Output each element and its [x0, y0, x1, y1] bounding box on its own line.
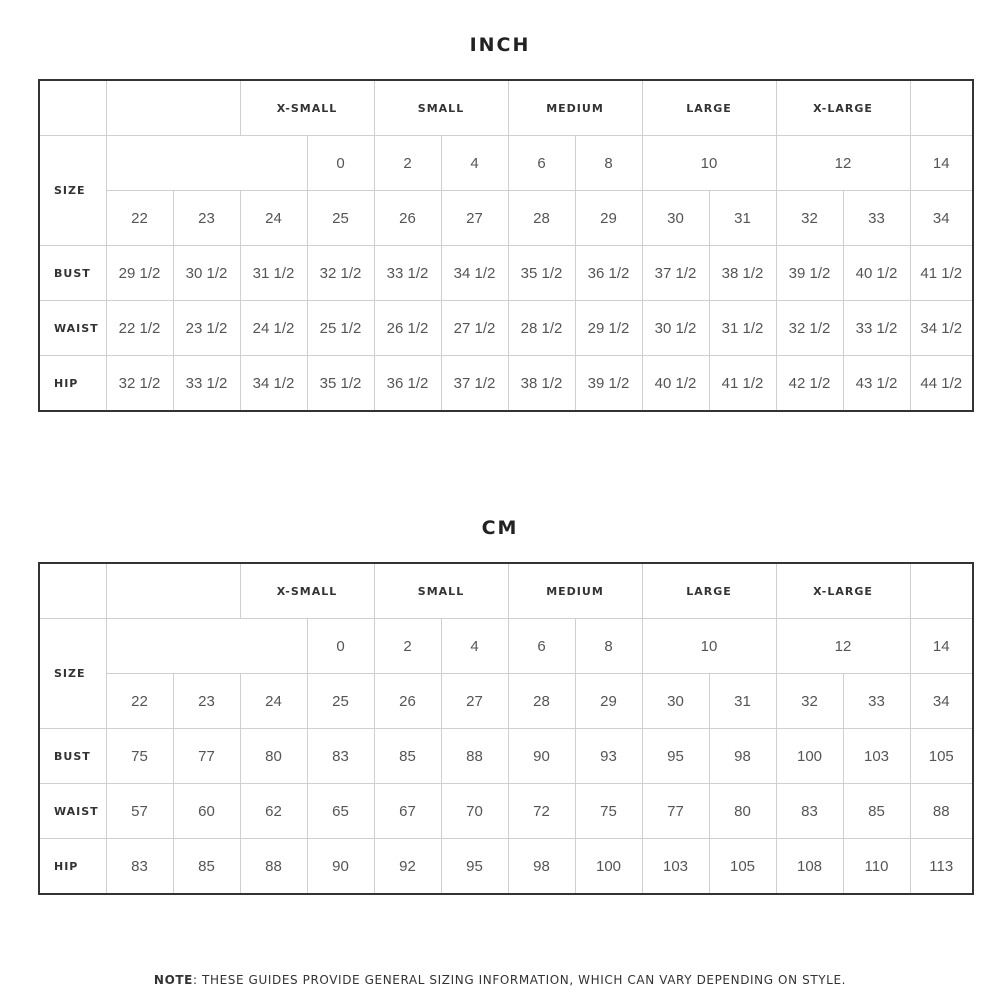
measurement-value: 29 1/2	[106, 246, 173, 301]
numeric-size-cell: 30	[642, 674, 709, 729]
measurement-value: 37 1/2	[441, 356, 508, 412]
measurement-value: 90	[307, 839, 374, 895]
size-group-header: X-LARGE	[776, 80, 910, 136]
measurement-label: HIP	[39, 839, 106, 895]
measurement-value: 31 1/2	[240, 246, 307, 301]
measurement-value: 60	[173, 784, 240, 839]
numeric-size-cell: 34	[910, 191, 973, 246]
numeric-size-row	[39, 674, 973, 729]
measurement-value: 105	[910, 729, 973, 784]
measurement-value: 72	[508, 784, 575, 839]
numeric-size-cell: 22	[106, 191, 173, 246]
us-size-cell: 4	[441, 619, 508, 674]
measurement-value: 77	[173, 729, 240, 784]
measurement-value: 41 1/2	[910, 246, 973, 301]
measurement-value: 75	[106, 729, 173, 784]
us-size-cell: 12	[776, 136, 910, 191]
measurement-value: 32 1/2	[106, 356, 173, 412]
measurement-row	[39, 356, 973, 412]
blank-group-cell	[106, 563, 240, 619]
blank-group-cell	[910, 80, 973, 136]
numeric-size-cell: 27	[441, 191, 508, 246]
inch-section-title: INCH	[469, 34, 531, 56]
numeric-size-cell: 32	[776, 674, 843, 729]
measurement-value: 108	[776, 839, 843, 895]
us-size-cell: 8	[575, 136, 642, 191]
measurement-row	[39, 839, 973, 895]
measurement-value: 27 1/2	[441, 301, 508, 356]
note-label: NOTE	[153, 973, 193, 987]
us-size-row	[39, 619, 973, 674]
numeric-size-cell: 25	[307, 674, 374, 729]
measurement-value: 32 1/2	[307, 246, 374, 301]
measurement-value: 44 1/2	[910, 356, 973, 412]
measurement-value: 83	[106, 839, 173, 895]
measurement-value: 36 1/2	[575, 246, 642, 301]
measurement-value: 83	[776, 784, 843, 839]
measurement-value: 37 1/2	[642, 246, 709, 301]
measurement-value: 65	[307, 784, 374, 839]
blank-size-cell	[106, 619, 307, 674]
numeric-size-cell: 32	[776, 191, 843, 246]
note-text: : THESE GUIDES PROVIDE GENERAL SIZING INFORMATION, WHICH CAN VARY DEPENDING ON STYLE.	[192, 973, 847, 987]
measurement-row	[39, 246, 973, 301]
measurement-value: 22 1/2	[106, 301, 173, 356]
us-size-cell: 10	[642, 619, 776, 674]
size-group-header: LARGE	[642, 563, 776, 619]
size-label: SIZE	[39, 136, 106, 246]
measurement-value: 38 1/2	[709, 246, 776, 301]
numeric-size-cell: 24	[240, 191, 307, 246]
numeric-size-cell: 30	[642, 191, 709, 246]
measurement-row	[39, 784, 973, 839]
numeric-size-cell: 28	[508, 674, 575, 729]
size-group-header: X-SMALL	[240, 563, 374, 619]
us-size-cell: 2	[374, 136, 441, 191]
numeric-size-cell: 23	[173, 674, 240, 729]
measurement-value: 98	[709, 729, 776, 784]
inch-size-table	[38, 79, 974, 412]
measurement-value: 62	[240, 784, 307, 839]
measurement-value: 29 1/2	[575, 301, 642, 356]
measurement-value: 43 1/2	[843, 356, 910, 412]
measurement-value: 35 1/2	[508, 246, 575, 301]
us-size-cell: 14	[910, 619, 973, 674]
measurement-value: 88	[441, 729, 508, 784]
numeric-size-cell: 31	[709, 191, 776, 246]
size-label: SIZE	[39, 619, 106, 729]
numeric-size-cell: 25	[307, 191, 374, 246]
measurement-label: WAIST	[39, 301, 106, 356]
measurement-value: 35 1/2	[307, 356, 374, 412]
blank-size-cell	[106, 136, 307, 191]
measurement-value: 30 1/2	[173, 246, 240, 301]
measurement-value: 103	[642, 839, 709, 895]
measurement-value: 40 1/2	[642, 356, 709, 412]
blank-group-cell	[910, 563, 973, 619]
numeric-size-cell: 33	[843, 674, 910, 729]
measurement-value: 85	[173, 839, 240, 895]
us-size-cell: 14	[910, 136, 973, 191]
us-size-row	[39, 136, 973, 191]
measurement-value: 33 1/2	[843, 301, 910, 356]
us-size-cell: 10	[642, 136, 776, 191]
measurement-value: 57	[106, 784, 173, 839]
measurement-value: 70	[441, 784, 508, 839]
numeric-size-cell: 29	[575, 191, 642, 246]
cm-section-title: CM	[481, 517, 519, 539]
measurement-value: 95	[642, 729, 709, 784]
measurement-value: 80	[709, 784, 776, 839]
size-group-header: MEDIUM	[508, 563, 642, 619]
measurement-value: 80	[240, 729, 307, 784]
measurement-value: 85	[374, 729, 441, 784]
measurement-value: 100	[776, 729, 843, 784]
numeric-size-cell: 31	[709, 674, 776, 729]
size-group-header: X-LARGE	[776, 563, 910, 619]
measurement-label: WAIST	[39, 784, 106, 839]
numeric-size-cell: 33	[843, 191, 910, 246]
measurement-value: 67	[374, 784, 441, 839]
measurement-value: 113	[910, 839, 973, 895]
numeric-size-cell: 29	[575, 674, 642, 729]
measurement-value: 25 1/2	[307, 301, 374, 356]
measurement-value: 34 1/2	[240, 356, 307, 412]
measurement-value: 36 1/2	[374, 356, 441, 412]
measurement-value: 39 1/2	[575, 356, 642, 412]
us-size-cell: 0	[307, 136, 374, 191]
numeric-size-cell: 24	[240, 674, 307, 729]
us-size-cell: 0	[307, 619, 374, 674]
size-group-header: X-SMALL	[240, 80, 374, 136]
numeric-size-cell: 22	[106, 674, 173, 729]
measurement-label: HIP	[39, 356, 106, 412]
measurement-row	[39, 301, 973, 356]
us-size-cell: 6	[508, 619, 575, 674]
group-header-row	[39, 80, 973, 136]
size-group-header: SMALL	[374, 563, 508, 619]
measurement-value: 90	[508, 729, 575, 784]
measurement-value: 103	[843, 729, 910, 784]
measurement-value: 33 1/2	[374, 246, 441, 301]
measurement-value: 41 1/2	[709, 356, 776, 412]
measurement-value: 34 1/2	[910, 301, 973, 356]
measurement-value: 83	[307, 729, 374, 784]
measurement-label: BUST	[39, 729, 106, 784]
measurement-value: 24 1/2	[240, 301, 307, 356]
measurement-value: 42 1/2	[776, 356, 843, 412]
us-size-cell: 12	[776, 619, 910, 674]
measurement-value: 32 1/2	[776, 301, 843, 356]
measurement-value: 92	[374, 839, 441, 895]
measurement-value: 40 1/2	[843, 246, 910, 301]
measurement-value: 39 1/2	[776, 246, 843, 301]
us-size-cell: 8	[575, 619, 642, 674]
us-size-cell: 4	[441, 136, 508, 191]
blank-group-cell	[106, 80, 240, 136]
size-group-header: LARGE	[642, 80, 776, 136]
corner-cell	[39, 80, 106, 136]
measurement-value: 77	[642, 784, 709, 839]
measurement-value: 30 1/2	[642, 301, 709, 356]
us-size-cell: 6	[508, 136, 575, 191]
measurement-value: 88	[910, 784, 973, 839]
measurement-value: 88	[240, 839, 307, 895]
sizing-note	[0, 973, 1000, 987]
size-group-header: SMALL	[374, 80, 508, 136]
measurement-value: 31 1/2	[709, 301, 776, 356]
numeric-size-cell: 34	[910, 674, 973, 729]
numeric-size-cell: 26	[374, 674, 441, 729]
group-header-row	[39, 563, 973, 619]
cm-size-table	[38, 562, 974, 895]
measurement-value: 23 1/2	[173, 301, 240, 356]
numeric-size-cell: 27	[441, 674, 508, 729]
measurement-value: 33 1/2	[173, 356, 240, 412]
measurement-value: 34 1/2	[441, 246, 508, 301]
measurement-label: BUST	[39, 246, 106, 301]
measurement-value: 95	[441, 839, 508, 895]
measurement-value: 98	[508, 839, 575, 895]
us-size-cell: 2	[374, 619, 441, 674]
numeric-size-cell: 23	[173, 191, 240, 246]
measurement-value: 85	[843, 784, 910, 839]
measurement-value: 28 1/2	[508, 301, 575, 356]
corner-cell	[39, 563, 106, 619]
measurement-value: 105	[709, 839, 776, 895]
numeric-size-row	[39, 191, 973, 246]
measurement-value: 75	[575, 784, 642, 839]
numeric-size-cell: 26	[374, 191, 441, 246]
measurement-value: 93	[575, 729, 642, 784]
measurement-value: 38 1/2	[508, 356, 575, 412]
measurement-value: 100	[575, 839, 642, 895]
measurement-row	[39, 729, 973, 784]
numeric-size-cell: 28	[508, 191, 575, 246]
measurement-value: 26 1/2	[374, 301, 441, 356]
size-group-header: MEDIUM	[508, 80, 642, 136]
measurement-value: 110	[843, 839, 910, 895]
